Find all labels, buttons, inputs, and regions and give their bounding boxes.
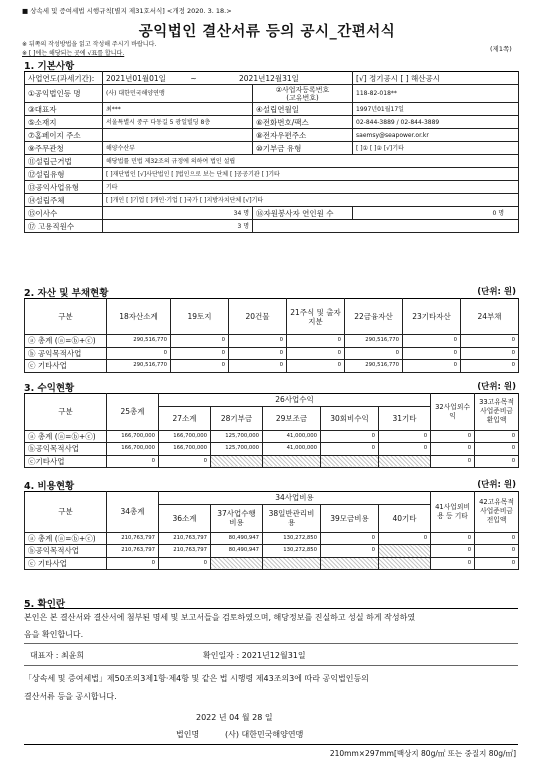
assets-cell: 0 xyxy=(287,360,345,373)
expense-cell: 0 xyxy=(107,557,159,570)
section-confirm-title: 5. 확인란 xyxy=(24,599,66,610)
expense-col-category: 구분 xyxy=(25,492,107,533)
assets-cell: 0 xyxy=(287,335,345,348)
expense-col-nonbiz: 41사업외비용 등 기타 xyxy=(431,492,475,533)
section-basic-title: 1. 기본사항 xyxy=(24,61,75,72)
founder-value: [ ]개인 [ ]기업 [ ]개인·기업 [ ]국가 [ ]지방자치단체 [√]기타 xyxy=(103,194,519,207)
email-label: ⑧전자우편주소 xyxy=(253,129,353,142)
confirm-statement-1: 본인은 본 결산서와 결산서에 첨부된 명세 및 보고서들을 검토하였으며, 해당정보를 진실하고 성실 하게 작성하였 xyxy=(24,613,416,622)
revenue-cell: 166,700,000 xyxy=(107,443,159,456)
revenue-cell: 0 xyxy=(431,443,475,456)
expense-row-total-label: ⓐ 총계 (ⓐ=ⓑ+ⓒ) xyxy=(25,532,107,545)
phone-value: 02-844-3889 / 02-844-3889 xyxy=(353,116,519,129)
confirm-divider xyxy=(24,643,518,644)
assets-cell: 0 xyxy=(403,335,461,348)
revenue-cell: 41,000,000 xyxy=(263,443,321,456)
expense-cell: 0 xyxy=(475,545,519,558)
ministry-label: ⑨주무관청 xyxy=(25,142,103,155)
revenue-cell: 0 xyxy=(475,455,519,468)
assets-cell: 0 xyxy=(229,360,287,373)
expense-cell-hatched xyxy=(379,557,431,570)
assets-cell: 0 xyxy=(229,335,287,348)
assets-cell: 0 xyxy=(171,360,229,373)
expense-cell: 0 xyxy=(321,545,379,558)
fiscal-year-label: 사업연도(과세기간): xyxy=(25,72,103,85)
basis-law-value: 해당법률 민법 제32조의 규정에 의하여 법인 설립 xyxy=(103,155,519,168)
expense-cell: 0 xyxy=(321,532,379,545)
assets-cell: 290,516,770 xyxy=(107,360,171,373)
donation-type-value: [ ]① [ ]② [√]기타 xyxy=(353,142,519,155)
expense-cell: 210,763,797 xyxy=(107,545,159,558)
expense-cell-hatched xyxy=(321,557,379,570)
fiscal-tilde: ~ xyxy=(190,73,197,83)
expense-cell: 0 xyxy=(431,557,475,570)
revenue-cell: 0 xyxy=(321,443,379,456)
expense-cell: 80,490,947 xyxy=(211,532,263,545)
expense-cell: 0 xyxy=(475,557,519,570)
expense-row-public-label: ⓑ공익목적사업 xyxy=(25,545,107,558)
founder-label: ⑭설립주체 xyxy=(25,194,103,207)
assets-row-other-label: ⓒ 기타사업 xyxy=(25,360,107,373)
directors-value: 34 명 xyxy=(103,207,253,220)
revenue-cell: 0 xyxy=(379,443,431,456)
revenue-col-reserve: 33고유목적사업준비금 환입액 xyxy=(475,394,519,431)
confirm-top-rule xyxy=(24,608,518,609)
expense-table xyxy=(24,491,519,570)
revenue-unit: (단위: 원) xyxy=(477,382,516,392)
assets-cell: 0 xyxy=(345,347,403,360)
revenue-col-subsidy: 29보조금 xyxy=(263,406,321,430)
confirm-date: 확인일자 : 2021년12월31일 xyxy=(203,651,306,660)
assets-col-land: 19토지 xyxy=(171,299,229,335)
expense-cell: 0 xyxy=(475,532,519,545)
public-type-value: 기타 xyxy=(103,181,519,194)
assets-cell: 0 xyxy=(461,347,519,360)
revenue-cell: 0 xyxy=(475,443,519,456)
revenue-cell: 0 xyxy=(107,455,159,468)
expense-col-fundraising: 39모금비용 xyxy=(321,504,379,532)
expense-cell: 130,272,850 xyxy=(263,545,321,558)
confirm-representative: 대표자 : 최윤희 xyxy=(30,651,85,660)
expense-cell-hatched xyxy=(211,557,263,570)
confirm-statement-2: 음을 확인합니다. xyxy=(24,630,84,639)
revenue-col-subtotal: 27소계 xyxy=(159,406,211,430)
assets-col-building: 20건물 xyxy=(229,299,287,335)
expense-cell: 210,763,797 xyxy=(107,532,159,545)
fiscal-to: 2021년12월31일 xyxy=(239,73,299,83)
assets-cell: 0 xyxy=(461,335,519,348)
section-assets-title: 2. 자산 및 부채현황 xyxy=(24,288,109,299)
expense-cell-hatched xyxy=(379,545,431,558)
assets-table xyxy=(24,298,519,373)
assets-cell: 0 xyxy=(107,347,171,360)
assets-col-total: 18자산소계 xyxy=(107,299,171,335)
org-name-label: ①공익법인등 명 xyxy=(25,85,103,103)
expense-unit: (단위: 원) xyxy=(477,480,516,490)
revenue-row-public-label: ⓑ공익목적사업 xyxy=(25,443,107,456)
expense-cell: 0 xyxy=(431,545,475,558)
revenue-cell: 0 xyxy=(159,455,211,468)
expense-col-other: 40기타 xyxy=(379,504,431,532)
expense-cell: 80,490,947 xyxy=(211,545,263,558)
phone-label: ⑥전화번호/팩스 xyxy=(253,116,353,129)
footer-rule xyxy=(24,744,518,745)
revenue-cell: 0 xyxy=(475,430,519,443)
checkbox-note: ※ [ ]에는 해당되는 곳에 √표를 합니다. xyxy=(22,50,125,57)
disclosure-type: [√] 정기공시 [ ] 해산공시 xyxy=(353,72,519,85)
assets-cell: 0 xyxy=(229,347,287,360)
expense-group-business: 34사업비용 xyxy=(159,492,431,505)
expense-cell: 0 xyxy=(431,532,475,545)
publish-date: 2022 년 04 월 28 일 xyxy=(196,713,273,722)
assets-cell: 290,516,770 xyxy=(345,360,403,373)
law-statement-2: 결산서류 등을 공시합니다. xyxy=(24,692,117,701)
revenue-col-other: 31기타 xyxy=(379,406,431,430)
expense-col-admin: 38일반관리비용 xyxy=(263,504,321,532)
assets-col-liabilities: 24부채 xyxy=(461,299,519,335)
expense-cell: 210,763,797 xyxy=(159,532,211,545)
expense-cell-hatched xyxy=(263,557,321,570)
public-type-label: ⑬공익사업유형 xyxy=(25,181,103,194)
revenue-cell-hatched xyxy=(379,455,431,468)
revenue-cell: 125,700,000 xyxy=(211,443,263,456)
address-value: 서울특별시 중구 다동길 5 광일빌딩 8층 xyxy=(103,116,253,129)
expense-cell: 0 xyxy=(379,532,431,545)
donation-type-label: ⑩기부금 유형 xyxy=(253,142,353,155)
revenue-cell-hatched xyxy=(263,455,321,468)
rep-label: ③대표자 xyxy=(25,103,103,116)
expense-col-operations: 37사업수행비용 xyxy=(211,504,263,532)
law-statement-1: 「상속세 및 증여세법」제50조의3제1항·제4항 및 같은 법 시행령 제43조의3에 따라 공익법인등의 xyxy=(24,674,369,683)
assets-row-total-label: ⓐ 총계 (ⓐ=ⓑ+ⓒ) xyxy=(25,335,107,348)
assets-col-stocks: 21주식 및 출자지분 xyxy=(287,299,345,335)
confirm-divider-2 xyxy=(24,665,518,666)
assets-col-category: 구분 xyxy=(25,299,107,335)
founded-value: 1997년01월17일 xyxy=(353,103,519,116)
assets-cell: 0 xyxy=(461,360,519,373)
directors-label: ⑮이사수 xyxy=(25,207,103,220)
establish-type-label: ⑫설립유형 xyxy=(25,168,103,181)
revenue-col-category: 구분 xyxy=(25,394,107,431)
homepage-value xyxy=(103,129,253,142)
revenue-cell-hatched xyxy=(321,455,379,468)
revenue-row-total-label: ⓐ 총계 (ⓐ=ⓑ+ⓒ) xyxy=(25,430,107,443)
assets-cell: 0 xyxy=(171,335,229,348)
expense-cell: 210,763,797 xyxy=(159,545,211,558)
revenue-group-business: 26사업수익 xyxy=(159,394,431,407)
section-expense-title: 4. 비용현황 xyxy=(24,481,75,492)
founded-label: ④설립연월일 xyxy=(253,103,353,116)
revenue-cell: 0 xyxy=(379,430,431,443)
assets-cell: 0 xyxy=(171,347,229,360)
address-label: ⑤소재지 xyxy=(25,116,103,129)
corp-name-label: 법인명 xyxy=(176,730,200,739)
revenue-table xyxy=(24,393,519,468)
assets-col-financial: 22금융자산 xyxy=(345,299,403,335)
assets-cell: 290,516,770 xyxy=(107,335,171,348)
rep-value: 최*** xyxy=(103,103,253,116)
revenue-cell: 0 xyxy=(321,430,379,443)
basic-info-table xyxy=(24,71,519,233)
instruction-note: ※ 뒤쪽의 작성방법을 읽고 작성해 주시기 바랍니다. xyxy=(22,41,157,48)
revenue-cell: 166,700,000 xyxy=(107,430,159,443)
expense-row-other-label: ⓒ 기타사업 xyxy=(25,557,107,570)
fiscal-from: 2021년01월01일 xyxy=(106,73,166,83)
establish-type-value: [ ]재단법인 [√]사단법인 [ ]법인으로 보는 단체 [ ]공공기관 [ ]기타 xyxy=(103,168,519,181)
corp-name-value: (사) 대한민국해양연맹 xyxy=(225,730,304,739)
expense-cell: 130,272,850 xyxy=(263,532,321,545)
ministry-value: 해양수산부 xyxy=(103,142,253,155)
expense-col-subtotal: 36소계 xyxy=(159,504,211,532)
assets-unit: (단위: 원) xyxy=(477,287,516,297)
revenue-row-other-label: ⓒ기타사업 xyxy=(25,455,107,468)
assets-row-public-label: ⓑ 공익목적사업 xyxy=(25,347,107,360)
assets-cell: 0 xyxy=(287,347,345,360)
basis-law-label: ⑪설립근거법 xyxy=(25,155,103,168)
bizno-label: ②사업자등록번호 (고유번호) xyxy=(253,85,353,103)
employees-value: 3 명 xyxy=(103,220,253,233)
revenue-col-membership: 30회비수익 xyxy=(321,406,379,430)
regulation-header: ■ 상속세 및 증여세법 시행규칙[별지 제31호서식] <개정 2020. 3. 18.> xyxy=(22,7,232,15)
revenue-cell: 41,000,000 xyxy=(263,430,321,443)
revenue-cell: 166,700,000 xyxy=(159,443,211,456)
assets-cell: 0 xyxy=(403,347,461,360)
section-revenue-title: 3. 수익현황 xyxy=(24,383,75,394)
revenue-cell: 0 xyxy=(431,455,475,468)
revenue-cell: 166,700,000 xyxy=(159,430,211,443)
revenue-col-nonbiz: 32사업외수익 xyxy=(431,394,475,431)
page-number: (제1쪽) xyxy=(490,45,512,53)
revenue-cell-hatched xyxy=(211,455,263,468)
revenue-col-total: 25총계 xyxy=(107,394,159,431)
assets-cell: 0 xyxy=(403,360,461,373)
form-title: 공익법인 결산서류 등의 공시_간편서식 xyxy=(138,24,396,40)
revenue-col-donation: 28기부금 xyxy=(211,406,263,430)
paper-spec: 210mm×297mm[백상지 80g/㎡ 또는 중질지 80g/㎡] xyxy=(329,749,516,758)
volunteers-label: ⑯자원봉사자 연인원 수 xyxy=(253,207,353,220)
revenue-cell: 125,700,000 xyxy=(211,430,263,443)
employees-label: ⑰ 고용직원수 xyxy=(25,220,103,233)
email-value: saemsy@seapower.or.kr xyxy=(353,129,519,142)
volunteers-value: 0 명 xyxy=(353,207,519,220)
revenue-cell: 0 xyxy=(431,430,475,443)
expense-cell: 0 xyxy=(159,557,211,570)
bizno-value: 118-82-018** xyxy=(353,85,519,103)
org-name-value: (사) 대한민국해양연맹 xyxy=(103,85,253,103)
assets-cell: 290,516,770 xyxy=(345,335,403,348)
homepage-label: ⑦홈페이지 주소 xyxy=(25,129,103,142)
expense-col-total: 34총계 xyxy=(107,492,159,533)
assets-col-other: 23기타자산 xyxy=(403,299,461,335)
expense-col-reserve: 42고유목적사업준비금 전입액 xyxy=(475,492,519,533)
